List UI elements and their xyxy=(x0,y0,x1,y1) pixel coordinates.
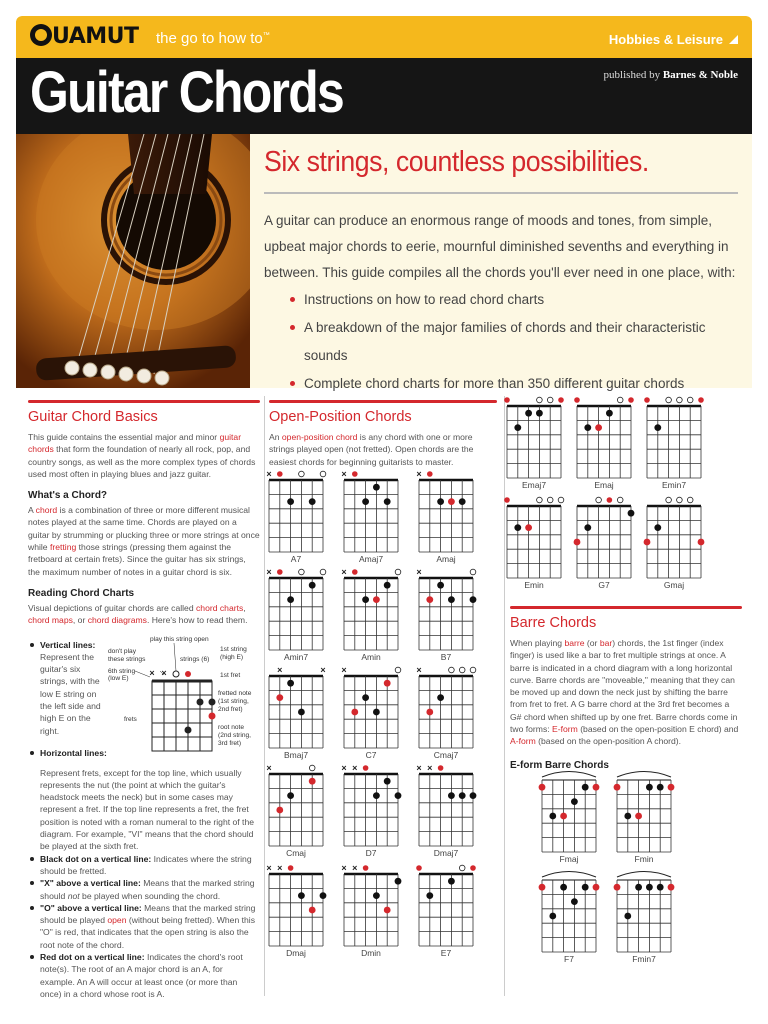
fretted-dot-icon xyxy=(373,792,380,799)
open-string-icon xyxy=(173,671,179,677)
open-string-icon xyxy=(547,497,553,503)
open-string-icon xyxy=(617,397,623,403)
root-open-icon xyxy=(438,765,444,771)
muted-string-icon: × xyxy=(341,567,347,577)
muted-string-icon: × xyxy=(320,665,326,675)
chord-diagram-fmaj xyxy=(537,768,601,866)
fretted-dot-icon xyxy=(514,424,521,431)
open-string-icon xyxy=(395,667,401,673)
fretted-dot-icon xyxy=(309,498,316,505)
open-string-icon xyxy=(537,397,543,403)
logo-text: UAMUT xyxy=(52,24,139,49)
open-string-icon xyxy=(596,497,602,503)
label-strings: strings (6) xyxy=(180,655,210,663)
root-open-icon xyxy=(277,471,283,477)
chord-name: Emaj7 xyxy=(521,480,547,490)
open-string-icon xyxy=(687,397,693,403)
root-open-icon xyxy=(574,397,580,403)
fretted-dot-icon xyxy=(536,410,543,417)
root-open-icon xyxy=(277,569,283,575)
root-dot-icon xyxy=(595,424,602,431)
fretting-term[interactable]: fretting xyxy=(49,542,77,553)
fretted-dot-icon xyxy=(448,792,455,799)
root-open-icon xyxy=(288,865,294,871)
chord-diagrams-term[interactable]: chord diagrams xyxy=(87,615,147,626)
chord-diagram-f7 xyxy=(537,868,601,966)
fretted-dot-icon xyxy=(549,913,556,920)
fretted-dot-icon xyxy=(362,498,369,505)
fretted-dot-icon xyxy=(470,792,477,799)
fretted-dot-icon xyxy=(373,892,380,899)
barre-curve xyxy=(617,872,671,878)
guitar-photo xyxy=(16,134,250,388)
fretted-dot-icon xyxy=(309,582,316,589)
label-sixth-string: 6th string xyxy=(108,667,136,675)
chord-diagram-emin xyxy=(502,494,566,592)
chord-name: Dmaj7 xyxy=(433,848,459,858)
subheading-e-form: E-form Barre Chords xyxy=(510,759,609,771)
muted-string-icon: × xyxy=(352,863,358,873)
fretted-dot-icon xyxy=(287,680,294,687)
q-logo-icon xyxy=(30,24,52,46)
fretted-dot-icon xyxy=(362,596,369,603)
label-first-fret: 1st fret xyxy=(220,671,241,679)
chord-diagram-amaj xyxy=(414,468,478,566)
fretted-dot-icon xyxy=(582,884,589,891)
fretted-dot-icon xyxy=(384,778,391,785)
a-form-term[interactable]: A-form xyxy=(510,736,536,747)
black-dot-item: Black dot on a vertical line: Indicates where the string should be fretted. xyxy=(28,853,260,878)
root-dot-icon xyxy=(539,884,546,891)
muted-string-icon: × xyxy=(416,665,422,675)
chord-name: Emin7 xyxy=(661,480,687,490)
root-open-icon xyxy=(504,497,510,503)
label-sixth-string: (low E) xyxy=(108,674,129,682)
root-open-icon xyxy=(470,865,476,871)
bar-term[interactable]: bar xyxy=(599,638,613,648)
fretted-dot-icon xyxy=(624,813,631,820)
intro-divider xyxy=(264,192,738,194)
fretted-dot-icon xyxy=(635,884,642,891)
chord-name: Fmin xyxy=(634,854,654,864)
root-dot-icon xyxy=(384,907,391,914)
muted-string-icon: × xyxy=(266,863,272,873)
intro-bullet-list xyxy=(290,286,744,398)
chord-name: Gmaj xyxy=(663,580,685,590)
fretted-dot-icon xyxy=(384,582,391,589)
root-dot-icon xyxy=(276,694,283,701)
root-dot-icon xyxy=(309,907,316,914)
root-open-icon xyxy=(363,865,369,871)
root-open-icon xyxy=(504,397,510,403)
open-string-icon xyxy=(395,569,401,575)
subheading-whats-a-chord: What's a Chord? xyxy=(28,490,108,502)
fretted-dot-icon xyxy=(606,410,613,417)
fretted-dot-icon xyxy=(373,709,380,716)
open-position-column xyxy=(269,388,497,468)
label-play-open: play this string open xyxy=(150,635,209,643)
root-dot-icon xyxy=(614,884,621,891)
chord-name: Dmaj xyxy=(286,948,306,958)
chord-diagram-e7 xyxy=(414,862,478,960)
fretted-dot-icon xyxy=(209,698,216,705)
chord-diagram-a7 xyxy=(264,468,328,566)
open-string-icon xyxy=(449,667,455,673)
root-open-icon xyxy=(698,397,704,403)
chord-diagram-emaj7 xyxy=(502,394,566,492)
open-string-icon xyxy=(470,569,476,575)
category-link[interactable]: Hobbies & Leisure xyxy=(609,32,738,47)
chord-name: Amaj xyxy=(436,554,456,564)
fretted-dot-icon xyxy=(448,878,455,885)
open-position-chord-term[interactable]: open-position chord xyxy=(281,432,358,442)
o-mark-item: "O" above a vertical line: Means that the marked string should be played open (without being fretted). When this "O" is red, that indicates that the open string is also the root note of the chord. xyxy=(28,902,260,951)
chord-diagram-dmin xyxy=(339,862,403,960)
fretted-dot-icon xyxy=(395,878,402,885)
root-open-icon xyxy=(352,569,358,575)
muted-string-icon: × xyxy=(266,567,272,577)
open-string-icon xyxy=(309,765,315,771)
intro-bullet: A breakdown of the major families of chords and their characteristic sounds xyxy=(290,314,744,370)
label-root-note: root note xyxy=(218,723,245,731)
chord-basics-column xyxy=(28,388,260,1000)
label-dont-play: these strings xyxy=(108,655,146,663)
chord-name: E7 xyxy=(440,948,452,958)
chord-diagram-dmaj xyxy=(264,862,328,960)
guitar-chords-link[interactable]: guitar chords xyxy=(28,432,242,455)
chord-diagram-gmaj xyxy=(642,494,706,592)
fretted-dot-icon xyxy=(654,424,661,431)
fretted-dot-icon xyxy=(384,498,391,505)
open-string-icon xyxy=(320,471,326,477)
fretted-dot-icon xyxy=(624,913,631,920)
chord-diagram-emaj xyxy=(572,394,636,492)
section-title: Open-Position Chords xyxy=(269,409,412,425)
chord-diagram-amin7 xyxy=(264,566,328,664)
brand-bar xyxy=(16,16,752,58)
horizontal-lines-label: Horizontal lines: xyxy=(28,747,268,759)
chord-diagram-amaj7 xyxy=(339,468,403,566)
chord-charts-term[interactable]: chord charts xyxy=(196,602,244,613)
root-open-icon xyxy=(416,865,422,871)
intro-bullet: Instructions on how to read chord charts xyxy=(290,286,744,314)
barre-text: When playing barre (or bar) chords, the 1st finger (index finger) is used like a bar to fret multiple strings at once. A barre is indicated in a chord diagram with a long horizontal curve. Barre chords are "moveable," meaning that they can be moved up and down the neck just by shifting the barre from fret to fret. A G barre chord at the 3rd fret becomes a G# chord when shifted up by one fret. Barre chords come in two forms: E-form (based on the open-position E chord) and A-form (based on the open-position A chord). xyxy=(510,638,739,747)
root-open-icon xyxy=(644,397,650,403)
open-string-icon xyxy=(537,497,543,503)
open-term[interactable]: open xyxy=(107,915,127,926)
section-rule xyxy=(28,400,260,403)
section-rule xyxy=(510,606,742,609)
open-string-icon xyxy=(547,397,553,403)
root-dot-icon xyxy=(560,813,567,820)
chord-name: Emaj xyxy=(594,480,614,490)
chord-diagram-bmaj7 xyxy=(264,664,328,762)
reading-chord-charts-text: Visual depictions of guitar chords are called chord charts, chord maps, or chord diagrams. Here's how to read them. xyxy=(28,602,248,626)
fretted-dot-icon xyxy=(571,798,578,805)
fretted-dot-icon xyxy=(646,784,653,791)
open-string-icon xyxy=(459,667,465,673)
intro-panel xyxy=(250,134,752,391)
fretted-dot-icon xyxy=(549,813,556,820)
muted-string-icon: × xyxy=(427,763,433,773)
fretted-dot-icon xyxy=(298,709,305,716)
chord-diagram-dmaj7 xyxy=(414,762,478,860)
root-dot-icon xyxy=(644,539,651,546)
fretted-dot-icon xyxy=(657,884,664,891)
muted-string-icon: × xyxy=(266,763,272,773)
intro-paragraph: A guitar can produce an enormous range of moods and tones, from simple, upbeat major chords to eerie, mournful diminished sevenths and everything in between. This guide compiles all the chords you'll ever need in one place, with: xyxy=(264,213,736,280)
open-string-icon xyxy=(666,497,672,503)
fretted-dot-icon xyxy=(287,792,294,799)
fretted-dot-icon xyxy=(459,792,466,799)
root-dot-icon xyxy=(668,884,675,891)
corner-triangle-icon xyxy=(729,35,738,44)
muted-string-icon: × xyxy=(341,763,347,773)
muted-string-icon: × xyxy=(341,863,347,873)
chord-name: Amaj7 xyxy=(358,554,384,564)
label-fretted-note: fretted note xyxy=(218,689,252,697)
barre-curve xyxy=(617,772,671,778)
section-title: Guitar Chord Basics xyxy=(28,409,158,425)
fretted-dot-icon xyxy=(646,884,653,891)
fretted-dot-icon xyxy=(373,484,380,491)
fretted-dot-icon xyxy=(395,792,402,799)
fretted-dot-icon xyxy=(437,582,444,589)
barre-curve xyxy=(542,772,596,778)
label-fretted-note: (1st string, xyxy=(218,697,249,705)
root-dot-icon xyxy=(448,498,455,505)
root-dot-icon xyxy=(593,784,600,791)
fretted-dot-icon xyxy=(628,510,635,517)
open-position-text: An open-position chord is any chord with one or more strings played open (not fretted). Open chords are the easiest chords for beginning guitarists to master. xyxy=(269,432,474,467)
fretted-dot-icon xyxy=(654,524,661,531)
chord-diagram-b7 xyxy=(414,566,478,664)
chord-diagram-d7 xyxy=(339,762,403,860)
chord-diagram-fmin7 xyxy=(612,868,676,966)
root-open-icon xyxy=(427,471,433,477)
fretted-dot-icon xyxy=(320,892,327,899)
chord-diagram-c7 xyxy=(339,664,403,762)
fretted-dot-icon xyxy=(657,784,664,791)
fretted-dot-icon xyxy=(470,596,477,603)
open-string-icon xyxy=(677,397,683,403)
open-string-icon xyxy=(558,497,564,503)
open-string-icon xyxy=(299,569,305,575)
whats-a-chord-text: A chord is a combination of three or more different musical notes played at the same time. Chords are played on a guitar by strumming or plucking three or more strings at once while fretting those strings (pressing them against the fretboard at certain frets). Since the guitar has six strings, the maximum number of notes in a guitar chord is six. xyxy=(28,505,260,577)
muted-string-icon: × xyxy=(266,469,272,479)
horizontal-lines-text: Represent frets, except for the top line, which usually represents the nut (the point at which the guitar's headstock meets the neck) but in some cases may represent a fret. If the top line represents a fret, the fret position is noted with a roman numeral to the right of the diagram. For example, "VI" means that the chord should be played at the sixth fret. xyxy=(40,767,255,852)
root-open-icon xyxy=(628,397,634,403)
label-root-note: 3rd fret) xyxy=(218,739,242,747)
root-dot-icon xyxy=(426,709,433,716)
root-dot-icon xyxy=(614,784,621,791)
x-mark-item: "X" above a vertical line: Means that the marked string should not be played when sounding the chord. xyxy=(28,877,260,902)
root-dot-icon xyxy=(426,596,433,603)
label-dont-play: don't play xyxy=(108,647,137,655)
open-string-icon xyxy=(299,471,305,477)
intro-headline: Six strings, countless possibilities. xyxy=(264,146,649,178)
fretted-dot-icon xyxy=(197,698,204,705)
chord-name: B7 xyxy=(440,652,452,662)
root-dot-icon xyxy=(668,784,675,791)
vertical-lines-item: Vertical lines: Represent the guitar's six strings, with the low E string on the left side and high E on the right. xyxy=(28,639,102,737)
fretted-dot-icon xyxy=(287,498,294,505)
root-dot-icon xyxy=(698,539,705,546)
page-title: Guitar Chords xyxy=(30,60,343,125)
basics-intro: This guide contains the essential major and minor guitar chords that form the foundation of nearly all rock, pop, and country songs, as well as the more complex types of chords used most often in playing blues and jazz guitar. xyxy=(28,432,256,479)
root-dot-icon xyxy=(593,884,600,891)
chord-diagram-emin7 xyxy=(642,394,706,492)
root-open-icon xyxy=(352,471,358,477)
chord-diagram-cmaj7 xyxy=(414,664,478,762)
muted-string-icon: × xyxy=(416,763,422,773)
chord-name: Amin xyxy=(361,652,381,662)
chord-diagram-amin xyxy=(339,566,403,664)
root-open-icon xyxy=(607,497,613,503)
muted-string-icon: × xyxy=(416,469,422,479)
barre-term[interactable]: barre xyxy=(564,638,585,648)
chord-name: Cmaj7 xyxy=(433,750,459,760)
publisher: published by Barnes & Noble xyxy=(603,69,738,81)
label-root-note: (2nd string, xyxy=(218,731,251,739)
root-dot-icon xyxy=(309,778,316,785)
x-mark-icon: × xyxy=(149,667,155,678)
intro-bullet: Complete chord charts for more than 350 different guitar chords xyxy=(290,370,744,398)
fretted-dot-icon xyxy=(560,884,567,891)
muted-string-icon: × xyxy=(416,567,422,577)
chord-name: Amin7 xyxy=(283,652,309,662)
fretted-dot-icon xyxy=(525,410,532,417)
fretted-dot-icon xyxy=(514,524,521,531)
fretted-dot-icon xyxy=(426,892,433,899)
quamut-logo[interactable] xyxy=(30,24,138,49)
fretted-dot-icon xyxy=(584,524,591,531)
tagline: the go to how to™ xyxy=(156,30,270,47)
chord-maps-term[interactable]: chord maps xyxy=(28,615,73,626)
chord-name: D7 xyxy=(365,848,377,858)
fretted-dot-icon xyxy=(362,694,369,701)
chord-name: Cmaj xyxy=(286,848,306,858)
red-dot-item: Red dot on a vertical line: Indicates the chord's root note(s). The root of an A major chord is an A, for example. An A will occur at least once (or more than once) in a chord whose root is A. xyxy=(28,951,260,1000)
barre-section xyxy=(510,606,742,774)
section-title: Barre Chords xyxy=(510,615,597,631)
fretted-dot-icon xyxy=(584,424,591,431)
open-string-icon xyxy=(470,667,476,673)
label-first-string: 1st string xyxy=(220,645,247,653)
muted-string-icon: × xyxy=(341,469,347,479)
page xyxy=(16,16,752,1009)
fretted-dot-icon xyxy=(448,596,455,603)
open-string-icon xyxy=(459,865,465,871)
root-dot-icon xyxy=(525,524,532,531)
muted-string-icon: × xyxy=(352,763,358,773)
chord-name: Fmaj xyxy=(559,854,579,864)
open-string-icon xyxy=(320,569,326,575)
root-dot-icon xyxy=(209,712,216,719)
chord-name: Emin xyxy=(524,580,544,590)
fretted-dot-icon xyxy=(437,694,444,701)
root-dot-icon xyxy=(635,813,642,820)
fretted-dot-icon xyxy=(287,596,294,603)
chord-anatomy xyxy=(28,633,260,767)
root-open-icon xyxy=(363,765,369,771)
chord-name: A7 xyxy=(290,554,302,564)
fretted-dot-icon xyxy=(437,498,444,505)
subheading-reading-chord-charts: Reading Chord Charts xyxy=(28,587,135,599)
root-dot-icon xyxy=(574,539,581,546)
open-string-icon xyxy=(677,497,683,503)
fretted-dot-icon xyxy=(185,726,192,733)
section-rule xyxy=(269,400,497,403)
root-open-icon xyxy=(558,397,564,403)
chord-name: Fmin7 xyxy=(632,954,656,964)
open-string-icon xyxy=(687,497,693,503)
guitar-image xyxy=(16,134,250,388)
chord-diagram-cmaj xyxy=(264,762,328,860)
root-dot-icon xyxy=(351,709,358,716)
open-string-icon xyxy=(666,397,672,403)
intro-body xyxy=(264,208,744,398)
muted-string-icon: × xyxy=(341,665,347,675)
chord-diagram-fmin xyxy=(612,768,676,866)
label-frets: frets xyxy=(124,715,137,723)
fretted-dot-icon xyxy=(298,892,305,899)
chord-diagram-g7 xyxy=(572,494,636,592)
root-dot-icon xyxy=(373,596,380,603)
chord-name: F7 xyxy=(564,954,574,964)
chord-name: G7 xyxy=(598,580,610,590)
root-dot-icon xyxy=(539,784,546,791)
e-form-term[interactable]: E-form xyxy=(552,724,578,735)
root-marker-icon xyxy=(185,671,191,677)
root-dot-icon xyxy=(384,680,391,687)
label-fretted-note: 2nd fret) xyxy=(218,705,243,713)
fretted-dot-icon xyxy=(571,898,578,905)
label-first-string: (high E) xyxy=(220,653,244,661)
chord-name: Dmin xyxy=(361,948,381,958)
x-mark-icon: × xyxy=(161,667,167,678)
barre-curve xyxy=(542,872,596,878)
fretted-dot-icon xyxy=(582,784,589,791)
muted-string-icon: × xyxy=(277,863,283,873)
fretted-dot-icon xyxy=(459,498,466,505)
chord-name: Bmaj7 xyxy=(283,750,309,760)
chord-name: C7 xyxy=(365,750,377,760)
chord-term[interactable]: chord xyxy=(35,505,58,516)
open-string-icon xyxy=(617,497,623,503)
root-dot-icon xyxy=(276,807,283,814)
muted-string-icon: × xyxy=(277,665,283,675)
